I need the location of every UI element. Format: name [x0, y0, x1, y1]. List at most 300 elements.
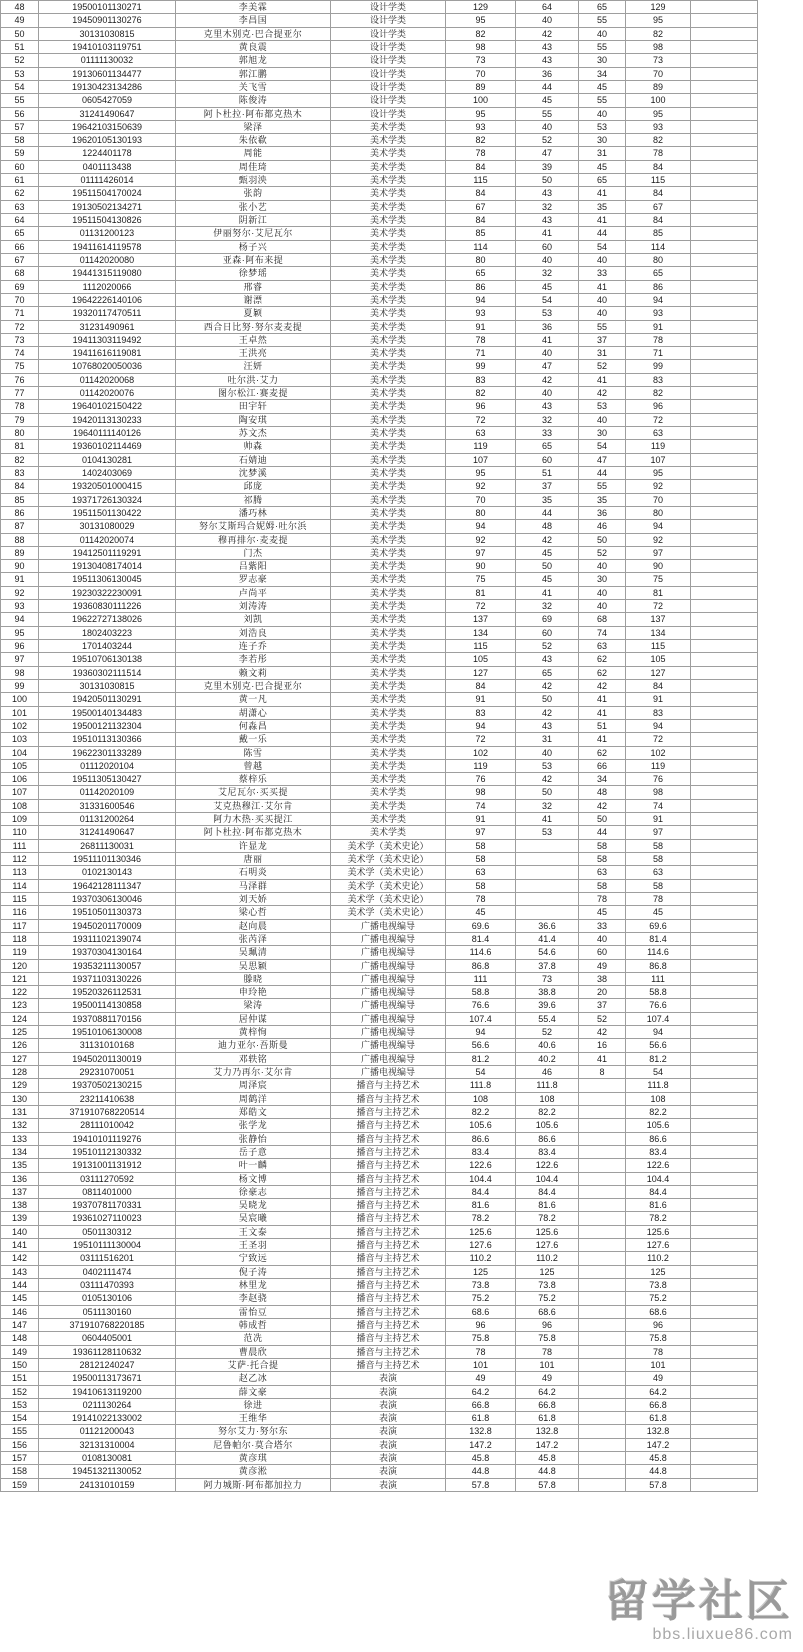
cell-name: 阴新江: [176, 214, 331, 227]
cell-row-number: 137: [1, 1185, 39, 1198]
cell-score: 147.2: [446, 1438, 516, 1451]
cell-empty: [691, 1225, 758, 1238]
cell-candidate-number: 31131010168: [39, 1039, 176, 1052]
cell-score-part1: 32: [516, 799, 579, 812]
cell-score-part1: 132.8: [516, 1425, 579, 1438]
cell-name: 沈梦溪: [176, 466, 331, 479]
cell-name: 阿卜杜拉·阿布都克热木: [176, 107, 331, 120]
cell-category: 设计学类: [331, 1, 446, 14]
cell-total: 97: [626, 546, 691, 559]
cell-score-part2: [579, 1358, 626, 1371]
cell-row-number: 144: [1, 1279, 39, 1292]
cell-candidate-number: 19500114130858: [39, 999, 176, 1012]
cell-row-number: 153: [1, 1398, 39, 1411]
cell-category: 美术学类: [331, 200, 446, 213]
cell-score-part2: [579, 1385, 626, 1398]
cell-total: 63: [626, 427, 691, 440]
cell-name: 卢尚平: [176, 586, 331, 599]
cell-score: 45.8: [446, 1452, 516, 1465]
cell-total: 99: [626, 360, 691, 373]
cell-total: 97: [626, 826, 691, 839]
cell-score: 73: [446, 54, 516, 67]
cell-row-number: 148: [1, 1332, 39, 1345]
cell-score-part2: [579, 1305, 626, 1318]
cell-score-part2: 33: [579, 919, 626, 932]
cell-score: 81.2: [446, 1052, 516, 1065]
cell-score: 114.6: [446, 946, 516, 959]
cell-candidate-number: 19510706130138: [39, 653, 176, 666]
cell-candidate-number: 19441315119080: [39, 267, 176, 280]
cell-row-number: 66: [1, 240, 39, 253]
table-row: [1, 1212, 758, 1225]
table-row: [1, 719, 758, 732]
cell-category: 美术学类: [331, 520, 446, 533]
cell-candidate-number: 01111130032: [39, 54, 176, 67]
cell-score: 66.8: [446, 1398, 516, 1411]
table-row: [1, 959, 758, 972]
cell-row-number: 106: [1, 773, 39, 786]
cell-category: 表演: [331, 1398, 446, 1411]
cell-name: 张静怡: [176, 1132, 331, 1145]
cell-total: 65: [626, 267, 691, 280]
table-row: [1, 586, 758, 599]
cell-category: 播音与主持艺术: [331, 1305, 446, 1318]
cell-row-number: 103: [1, 733, 39, 746]
cell-score: 93: [446, 120, 516, 133]
cell-name: 张小艺: [176, 200, 331, 213]
cell-name: 门杰: [176, 546, 331, 559]
table-row: [1, 1026, 758, 1039]
cell-score: 105: [446, 653, 516, 666]
cell-candidate-number: 19511306130045: [39, 573, 176, 586]
cell-row-number: 108: [1, 799, 39, 812]
cell-total: 98: [626, 40, 691, 53]
cell-score: 125.6: [446, 1225, 516, 1238]
cell-score-part1: 42: [516, 679, 579, 692]
cell-empty: [691, 786, 758, 799]
cell-candidate-number: 19353211130057: [39, 959, 176, 972]
cell-total: 110.2: [626, 1252, 691, 1265]
cell-score: 44.8: [446, 1465, 516, 1478]
cell-empty: [691, 640, 758, 653]
cell-candidate-number: 19511305130427: [39, 773, 176, 786]
table-row: [1, 879, 758, 892]
cell-total: 80: [626, 506, 691, 519]
cell-candidate-number: 01142020076: [39, 387, 176, 400]
cell-score-part1: 78.2: [516, 1212, 579, 1225]
cell-score-part2: 49: [579, 959, 626, 972]
cell-row-number: 107: [1, 786, 39, 799]
table-row: [1, 1265, 758, 1278]
cell-empty: [691, 626, 758, 639]
cell-name: 何淼昌: [176, 719, 331, 732]
cell-score-part2: 41: [579, 733, 626, 746]
cell-score: 83: [446, 373, 516, 386]
cell-total: 114.6: [626, 946, 691, 959]
table-row: [1, 1292, 758, 1305]
cell-total: 95: [626, 107, 691, 120]
cell-total: 54: [626, 1066, 691, 1079]
cell-score-part1: 52: [516, 134, 579, 147]
cell-name: 王卓然: [176, 333, 331, 346]
cell-category: 美术学类: [331, 693, 446, 706]
cell-empty: [691, 120, 758, 133]
cell-score-part1: 78: [516, 1345, 579, 1358]
cell-total: 45.8: [626, 1452, 691, 1465]
cell-score-part2: 41: [579, 280, 626, 293]
cell-name: 刘浩良: [176, 626, 331, 639]
cell-score-part2: 65: [579, 174, 626, 187]
cell-total: 83: [626, 706, 691, 719]
table-row: [1, 546, 758, 559]
cell-category: 美术学类: [331, 160, 446, 173]
cell-total: 81.4: [626, 932, 691, 945]
table-row: [1, 453, 758, 466]
cell-name: 蔡梓乐: [176, 773, 331, 786]
table-row: [1, 506, 758, 519]
cell-row-number: 111: [1, 839, 39, 852]
cell-candidate-number: 19360102114469: [39, 440, 176, 453]
cell-empty: [691, 506, 758, 519]
cell-total: 91: [626, 813, 691, 826]
cell-candidate-number: 19640102150422: [39, 400, 176, 413]
cell-row-number: 150: [1, 1358, 39, 1371]
cell-score-part2: 40: [579, 560, 626, 573]
cell-empty: [691, 560, 758, 573]
cell-row-number: 127: [1, 1052, 39, 1065]
cell-empty: [691, 813, 758, 826]
cell-row-number: 83: [1, 466, 39, 479]
cell-total: 115: [626, 174, 691, 187]
cell-row-number: 72: [1, 320, 39, 333]
cell-row-number: 90: [1, 560, 39, 573]
cell-score-part2: 40: [579, 107, 626, 120]
cell-total: 64.2: [626, 1385, 691, 1398]
cell-candidate-number: 19360830111226: [39, 600, 176, 613]
cell-total: 92: [626, 533, 691, 546]
table-row: [1, 320, 758, 333]
cell-total: 127: [626, 666, 691, 679]
table-row: [1, 786, 758, 799]
cell-score: 119: [446, 759, 516, 772]
table-row: [1, 307, 758, 320]
cell-category: 美术学类: [331, 400, 446, 413]
cell-score: 82.2: [446, 1105, 516, 1118]
cell-score-part2: 41: [579, 706, 626, 719]
cell-score-part2: 34: [579, 773, 626, 786]
cell-row-number: 51: [1, 40, 39, 53]
table-row: [1, 227, 758, 240]
cell-row-number: 93: [1, 600, 39, 613]
cell-total: 129: [626, 1, 691, 14]
cell-empty: [691, 1052, 758, 1065]
cell-category: 表演: [331, 1372, 446, 1385]
cell-score-part1: 32: [516, 413, 579, 426]
cell-candidate-number: 01142020068: [39, 373, 176, 386]
cell-total: 94: [626, 293, 691, 306]
cell-candidate-number: 01112020104: [39, 759, 176, 772]
cell-name: 黄彦琪: [176, 1452, 331, 1465]
cell-total: 107: [626, 453, 691, 466]
cell-score: 125: [446, 1265, 516, 1278]
cell-score-part1: 52: [516, 1026, 579, 1039]
cell-row-number: 88: [1, 533, 39, 546]
cell-total: 78.2: [626, 1212, 691, 1225]
cell-row-number: 156: [1, 1438, 39, 1451]
cell-name: 吴思颖: [176, 959, 331, 972]
table-row: [1, 1119, 758, 1132]
cell-candidate-number: 0401113438: [39, 160, 176, 173]
cell-total: 45: [626, 906, 691, 919]
cell-category: 美术学类: [331, 187, 446, 200]
cell-score: 63: [446, 427, 516, 440]
cell-row-number: 71: [1, 307, 39, 320]
cell-row-number: 141: [1, 1239, 39, 1252]
cell-score: 65: [446, 267, 516, 280]
cell-total: 76: [626, 773, 691, 786]
cell-name: 王维华: [176, 1412, 331, 1425]
cell-name: 努尔艾力·努尔东: [176, 1425, 331, 1438]
cell-total: 119: [626, 440, 691, 453]
cell-total: 107.4: [626, 1012, 691, 1025]
cell-category: 表演: [331, 1385, 446, 1398]
cell-score: 80: [446, 253, 516, 266]
cell-score-part1: 43: [516, 719, 579, 732]
cell-score-part2: 31: [579, 147, 626, 160]
cell-name: 迪力亚尔·吾斯曼: [176, 1039, 331, 1052]
cell-empty: [691, 1145, 758, 1158]
cell-score-part2: 37: [579, 999, 626, 1012]
cell-category: 播音与主持艺术: [331, 1279, 446, 1292]
cell-score: 107: [446, 453, 516, 466]
cell-empty: [691, 932, 758, 945]
cell-name: 王圣羽: [176, 1239, 331, 1252]
cell-row-number: 94: [1, 613, 39, 626]
cell-empty: [691, 1012, 758, 1025]
table-row: [1, 347, 758, 360]
cell-row-number: 138: [1, 1199, 39, 1212]
cell-row-number: 109: [1, 813, 39, 826]
cell-empty: [691, 80, 758, 93]
table-row: [1, 54, 758, 67]
cell-category: 播音与主持艺术: [331, 1292, 446, 1305]
cell-score-part1: 41: [516, 227, 579, 240]
cell-total: 70: [626, 493, 691, 506]
cell-score-part1: 33: [516, 427, 579, 440]
cell-score-part2: 65: [579, 1, 626, 14]
cell-name: 黄良震: [176, 40, 331, 53]
cell-score-part1: 42: [516, 773, 579, 786]
cell-name: 刘凯: [176, 613, 331, 626]
table-row: [1, 653, 758, 666]
cell-name: 阿力城斯·阿布都加拉力: [176, 1478, 331, 1491]
cell-name: 叶一麟: [176, 1159, 331, 1172]
cell-empty: [691, 1039, 758, 1052]
cell-row-number: 68: [1, 267, 39, 280]
cell-score: 82: [446, 134, 516, 147]
cell-score: 89: [446, 80, 516, 93]
cell-score: 84.4: [446, 1185, 516, 1198]
table-row: [1, 533, 758, 546]
cell-score-part2: 55: [579, 94, 626, 107]
cell-category: 播音与主持艺术: [331, 1265, 446, 1278]
cell-candidate-number: 19130502134271: [39, 200, 176, 213]
cell-row-number: 125: [1, 1026, 39, 1039]
cell-row-number: 64: [1, 214, 39, 227]
cell-category: 美术学类: [331, 227, 446, 240]
table-row: [1, 706, 758, 719]
cell-category: 美术学类: [331, 174, 446, 187]
cell-score-part1: 75.8: [516, 1332, 579, 1345]
cell-score-part1: 49: [516, 1372, 579, 1385]
cell-empty: [691, 413, 758, 426]
cell-total: 74: [626, 799, 691, 812]
cell-empty: [691, 440, 758, 453]
cell-score-part1: 86.6: [516, 1132, 579, 1145]
cell-total: 84: [626, 679, 691, 692]
cell-row-number: 53: [1, 67, 39, 80]
cell-category: 美术学类: [331, 280, 446, 293]
cell-empty: [691, 187, 758, 200]
cell-score: 72: [446, 600, 516, 613]
cell-score-part2: 37: [579, 333, 626, 346]
cell-total: 108: [626, 1092, 691, 1105]
cell-row-number: 126: [1, 1039, 39, 1052]
cell-candidate-number: 19361027110023: [39, 1212, 176, 1225]
cell-score: 64.2: [446, 1385, 516, 1398]
cell-total: 115: [626, 640, 691, 653]
cell-score-part2: 53: [579, 120, 626, 133]
cell-category: 美术学类: [331, 546, 446, 559]
cell-score-part1: 45: [516, 94, 579, 107]
cell-total: 86.8: [626, 959, 691, 972]
cell-score-part2: [579, 1159, 626, 1172]
cell-name: 李美霖: [176, 1, 331, 14]
cell-candidate-number: 01111426014: [39, 174, 176, 187]
table-row: [1, 600, 758, 613]
cell-candidate-number: 19420501130291: [39, 693, 176, 706]
cell-candidate-number: 19640111140126: [39, 427, 176, 440]
cell-name: 黄一凡: [176, 693, 331, 706]
cell-candidate-number: 19450201170009: [39, 919, 176, 932]
table-row: [1, 1039, 758, 1052]
cell-row-number: 85: [1, 493, 39, 506]
cell-empty: [691, 600, 758, 613]
cell-score-part1: 31: [516, 733, 579, 746]
cell-score-part2: [579, 1438, 626, 1451]
cell-score: 127.6: [446, 1239, 516, 1252]
cell-score-part2: [579, 1092, 626, 1105]
cell-candidate-number: 31231490961: [39, 320, 176, 333]
cell-category: 播音与主持艺术: [331, 1092, 446, 1105]
cell-row-number: 104: [1, 746, 39, 759]
cell-empty: [691, 200, 758, 213]
cell-row-number: 135: [1, 1159, 39, 1172]
cell-row-number: 70: [1, 293, 39, 306]
cell-row-number: 130: [1, 1092, 39, 1105]
cell-row-number: 56: [1, 107, 39, 120]
table-row: [1, 733, 758, 746]
cell-empty: [691, 466, 758, 479]
cell-score-part1: 52: [516, 640, 579, 653]
cell-category: 播音与主持艺术: [331, 1358, 446, 1371]
cell-score: 83.4: [446, 1145, 516, 1158]
cell-name: 连子乔: [176, 640, 331, 653]
cell-score-part1: 44: [516, 80, 579, 93]
cell-candidate-number: 19311102139074: [39, 932, 176, 945]
table-row: [1, 493, 758, 506]
table-row: [1, 14, 758, 27]
cell-score-part1: 50: [516, 786, 579, 799]
cell-category: 美术学类: [331, 666, 446, 679]
cell-category: 美术学类: [331, 214, 446, 227]
cell-score-part2: 38: [579, 972, 626, 985]
cell-row-number: 131: [1, 1105, 39, 1118]
cell-score-part1: 35: [516, 493, 579, 506]
cell-empty: [691, 613, 758, 626]
cell-score-part1: 61.8: [516, 1412, 579, 1425]
cell-score-part2: 34: [579, 67, 626, 80]
table-row: [1, 693, 758, 706]
cell-category: 表演: [331, 1438, 446, 1451]
cell-category: 播音与主持艺术: [331, 1132, 446, 1145]
cell-score: 75: [446, 573, 516, 586]
cell-candidate-number: 19411616119081: [39, 347, 176, 360]
cell-name: 罗志豪: [176, 573, 331, 586]
table-row: [1, 360, 758, 373]
cell-score-part2: 45: [579, 160, 626, 173]
cell-empty: [691, 480, 758, 493]
cell-score: 78: [446, 147, 516, 160]
cell-score-part2: 41: [579, 214, 626, 227]
cell-score-part1: 43: [516, 54, 579, 67]
cell-category: 设计学类: [331, 80, 446, 93]
cell-score-part1: 125: [516, 1265, 579, 1278]
cell-name: 吕紫阳: [176, 560, 331, 573]
cell-empty: [691, 373, 758, 386]
cell-score-part2: 53: [579, 400, 626, 413]
table-row: [1, 1345, 758, 1358]
cell-score-part1: 66.8: [516, 1398, 579, 1411]
cell-empty: [691, 1159, 758, 1172]
cell-candidate-number: 19642103150639: [39, 120, 176, 133]
cell-score-part2: [579, 1279, 626, 1292]
cell-score: 84: [446, 187, 516, 200]
cell-category: 美术学类: [331, 134, 446, 147]
cell-row-number: 149: [1, 1345, 39, 1358]
table-row: [1, 613, 758, 626]
cell-score: 91: [446, 693, 516, 706]
cell-candidate-number: 19130423134286: [39, 80, 176, 93]
cell-candidate-number: 371910768220185: [39, 1318, 176, 1331]
cell-row-number: 87: [1, 520, 39, 533]
cell-empty: [691, 267, 758, 280]
cell-score: 69.6: [446, 919, 516, 932]
cell-total: 83: [626, 373, 691, 386]
cell-name: 宁致远: [176, 1252, 331, 1265]
cell-category: 表演: [331, 1425, 446, 1438]
cell-category: 表演: [331, 1412, 446, 1425]
cell-candidate-number: 1112020066: [39, 280, 176, 293]
cell-name: 曾越: [176, 759, 331, 772]
cell-category: 播音与主持艺术: [331, 1145, 446, 1158]
cell-candidate-number: 1402403069: [39, 466, 176, 479]
cell-name: 石婧迪: [176, 453, 331, 466]
cell-score-part1: 60: [516, 626, 579, 639]
cell-name: 陶安琪: [176, 413, 331, 426]
cell-name: 苏文杰: [176, 427, 331, 440]
cell-name: 马泽群: [176, 879, 331, 892]
